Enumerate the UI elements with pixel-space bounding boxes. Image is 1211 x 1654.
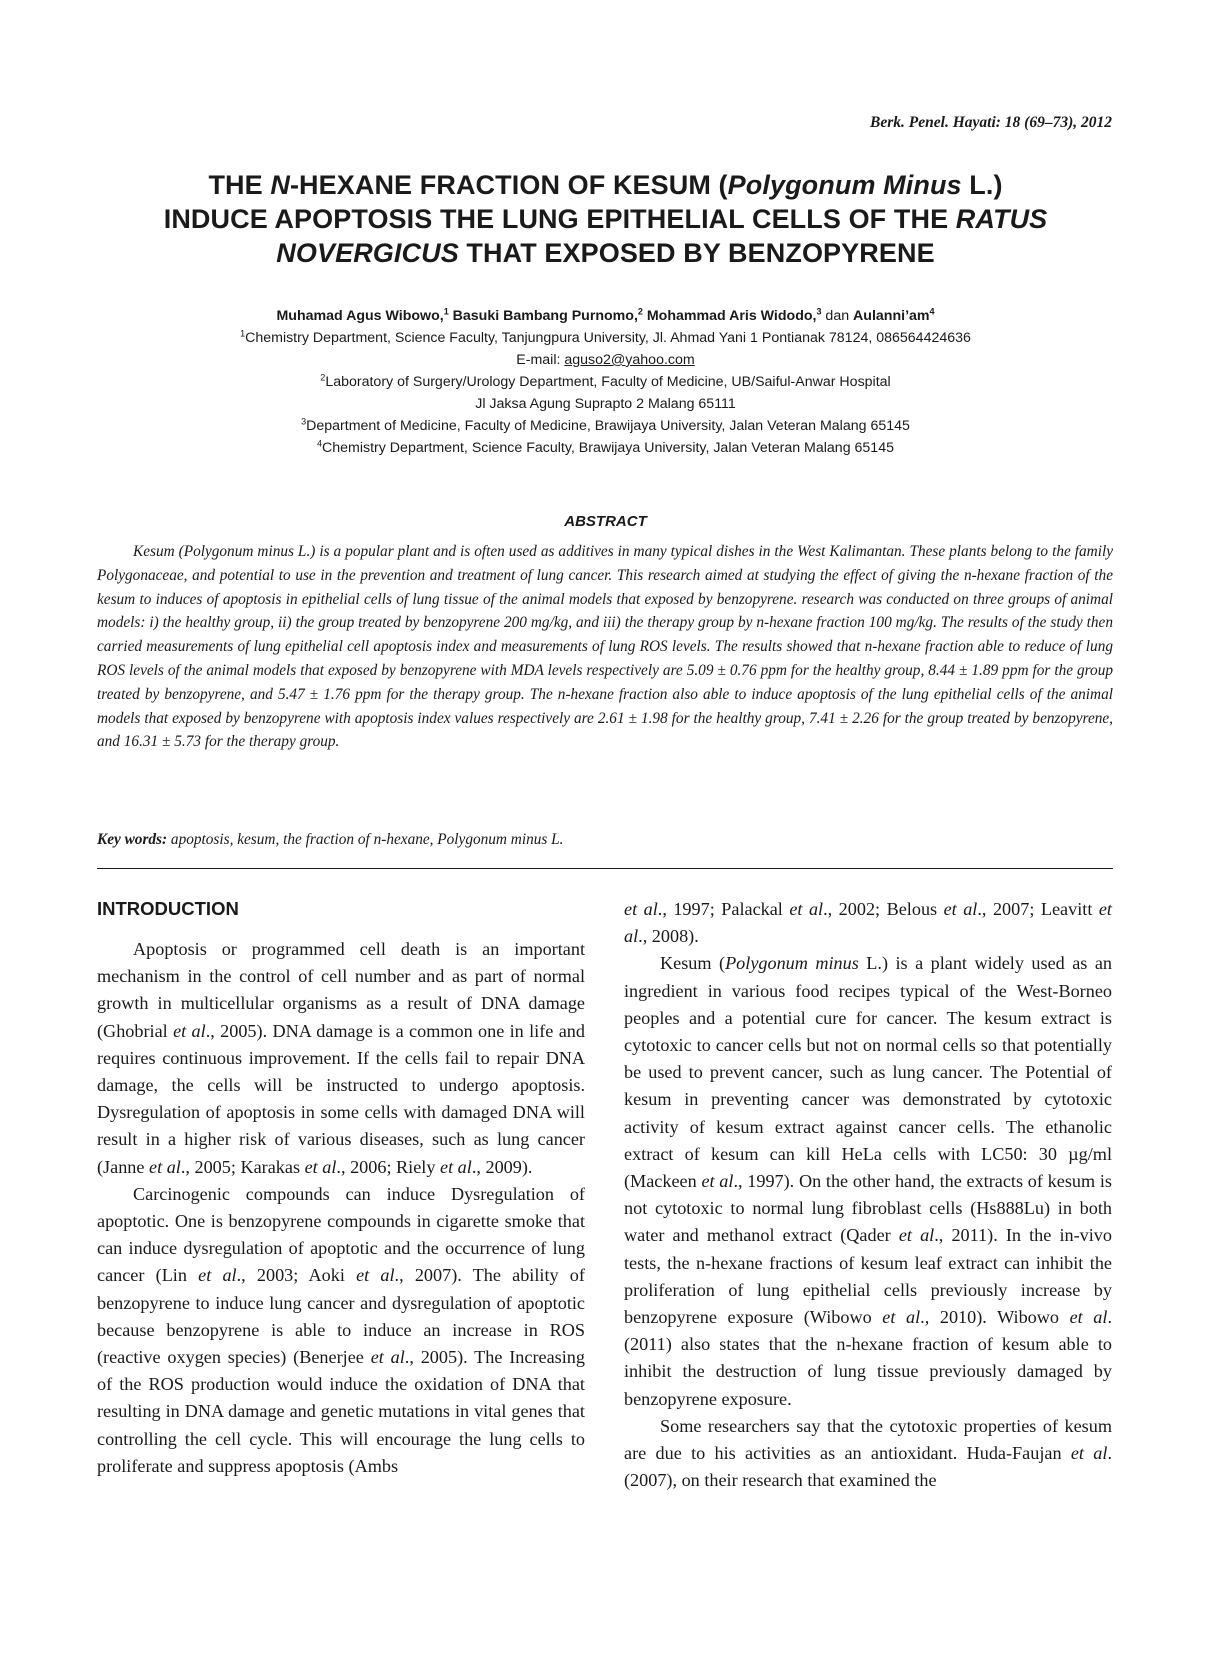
title-text: L.) <box>961 170 1003 200</box>
keywords-text: apoptosis, kesum, the fraction of n-hexane, Polygonum minus L. <box>167 831 564 848</box>
author-name: Basuki Bambang Purnomo, <box>448 308 638 324</box>
author-name: Aulanni’am <box>853 308 930 324</box>
abstract-heading: ABSTRACT <box>564 513 647 530</box>
body-paragraph: Apoptosis or programmed cell death is an important mechanism in the control of cell number and as part of normal growth in multicellular organisms as a result of DNA damage (Ghobrial et al., 2005). DNA damage is a common one in life and requires continuous improvement. If the cells fail to repair DNA damage, the cells will be instructed to undergo apoptosis. Dysregulation of apoptosis in some cells with damaged DNA will result in a higher risk of various diseases, such as lung cancer (Janne et al., 2005; Karakas et al., 2006; Riely et al., 2009). <box>97 939 585 1177</box>
title-text: RATUS <box>955 204 1048 234</box>
abstract-text: Kesum (Polygonum minus L.) is a popular plant and is often used as additives in many typical dishes in the West Kalimantan. These plants belong to the family Polygonaceae, and potential to use in the prevention and treatment of lung cancer. This research aimed at studying the effect of giving the n-hexane fraction of the kesum to induces of apoptosis in epithelial cells of lung tissue of the animal models that exposed by benzopyrene. research was conducted on three groups of animal models: i) the healthy group, ii) the group treated by benzopyrene 200 mg/kg, and iii) the therapy group by n-hexane fraction 100 mg/kg. The results of the study then carried measurements of lung epithelial cell apoptosis index and measurements of lung ROS levels. The results showed that n-hexane fraction able to reduce of lung ROS levels of the animal models that exposed by benzopyrene with MDA levels respectively are 5.09 ± 0.76 ppm for the healthy group, 8.44 ± 1.89 ppm for the group treated by benzopyrene, and 5.47 ± 1.76 ppm for the therapy group. The n-hexane fraction also able to induce apoptosis of the lung epithelial cells of the animal models that exposed by benzopyrene with apoptosis index values respectively are 2.61 ± 1.98 for the healthy group, 7.41 ± 2.26 for the group treated by benzopyrene, and 16.31 ± 5.73 for the therapy group. <box>97 543 1113 751</box>
author-block <box>100 305 1111 459</box>
body-paragraph: Some researchers say that the cytotoxic properties of kesum are due to his activities as an antioxidant. Huda-Faujan et al. (2007), on their research that examined the <box>624 1415 1112 1491</box>
title-text: NOVERGICUS <box>276 238 459 268</box>
section-divider <box>97 868 1113 869</box>
body-column-right <box>624 896 1112 1494</box>
author-superscript: 2 <box>637 306 643 317</box>
affiliation-superscript: 4 <box>317 438 323 449</box>
affiliation-text: Department of Medicine, Faculty of Medicine, Brawijaya University, Jalan Veteran Malang 65145 <box>306 418 910 434</box>
affiliation-superscript: 2 <box>320 372 326 383</box>
author-name: Mohammad Aris Widodo, <box>642 308 817 324</box>
keywords <box>97 831 1113 849</box>
author-name: Muhamad Agus Wibowo, <box>276 308 444 324</box>
affiliation-3 <box>100 415 1111 437</box>
author-conjunction: dan <box>821 308 854 324</box>
paper-title <box>100 168 1111 270</box>
affiliation-superscript: 3 <box>301 416 307 427</box>
author-list <box>100 305 1111 327</box>
affiliation-4 <box>100 437 1111 459</box>
keywords-label: Key words: <box>97 831 168 848</box>
affiliation-text: Chemistry Department, Science Faculty, Brawijaya University, Jalan Veteran Malang 65145 <box>322 440 894 456</box>
affiliation-1 <box>100 327 1111 349</box>
title-text: THAT EXPOSED BY BENZOPYRENE <box>458 238 935 268</box>
body-column-left <box>97 896 585 1480</box>
author-superscript: 4 <box>929 306 935 317</box>
author-superscript: 3 <box>816 306 822 317</box>
body-paragraph: et al., 1997; Palackal et al., 2002; Belous et al., 2007; Leavitt et al., 2008). <box>624 899 1112 947</box>
title-text: -HEXANE FRACTION OF KESUM ( <box>289 170 728 200</box>
title-text: THE <box>208 170 271 200</box>
affiliation-2-address: Jl Jaksa Agung Suprapto 2 Malang 65111 <box>475 396 736 412</box>
body-paragraph: Kesum (Polygonum minus L.) is a plant widely used as an ingredient in various food recipes typical of the West-Borneo peoples and a potential cure for cancer. The kesum extract is cytotoxic to cancer cells but not on normal cells so that potentially be used to prevent cancer, such as lung cancer. The Potential of kesum in preventing cancer was demonstrated by cytotoxic activity of kesum extract against cancer cells. The ethanolic extract of kesum can kill HeLa cells with LC50: 30 µg/ml (Mackeen et al., 1997). On the other hand, the extracts of kesum is not cytotoxic to normal lung fibroblast cells (Hs888Lu) in both water and methanol extract (Qader et al., 2011). In the in-vivo tests, the n-hexane fractions of kesum leaf extract can inhibit the proliferation of lung epithelial cells previously increase by benzopyrene exposure (Wibowo et al., 2010). Wibowo et al. (2011) also states that the n-hexane fraction of kesum able to inhibit the destruction of lung tissue previously damaged by benzopyrene exposure. <box>624 953 1113 1409</box>
journal-reference: Berk. Penel. Hayati: 18 (69–73), 2012 <box>870 114 1112 131</box>
email-link[interactable]: aguso2@yahoo.com <box>564 352 695 368</box>
title-text: N <box>270 170 290 200</box>
email-label: E-mail: <box>516 352 565 368</box>
title-text: Polygonum Minus <box>727 170 962 200</box>
section-heading-introduction: INTRODUCTION <box>97 898 239 919</box>
affiliation-2 <box>100 371 1111 393</box>
title-text: INDUCE APOPTOSIS THE LUNG EPITHELIAL CELLS OF THE <box>163 204 956 234</box>
affiliation-text: Chemistry Department, Science Faculty, Tanjungpura University, Jl. Ahmad Yani 1 Pontianak 78124, 086564424636 <box>245 330 971 346</box>
author-superscript: 1 <box>443 306 449 317</box>
affiliation-superscript: 1 <box>240 328 246 339</box>
email-line <box>100 349 1111 371</box>
affiliation-text: Laboratory of Surgery/Urology Department, Faculty of Medicine, UB/Saiful-Anwar Hospital <box>325 374 891 390</box>
body-paragraph: Carcinogenic compounds can induce Dysregulation of apoptotic. One is benzopyrene compounds in cigarette smoke that can induce dysregulation of apoptotic and the occurrence of lung cancer (Lin et al., 2003; Aoki et al., 2007). The ability of benzopyrene to induce lung cancer and dysregulation of apoptotic because benzopyrene is able to induce an increase in ROS (reactive oxygen species) (Benerjee et al., 2005). The Increasing of the ROS production would induce the oxidation of DNA that resulting in DNA damage and genetic mutations in vital genes that controlling the cell cycle. This will encourage the lung cells to proliferate and suppress apoptosis (Ambs <box>97 1183 585 1476</box>
